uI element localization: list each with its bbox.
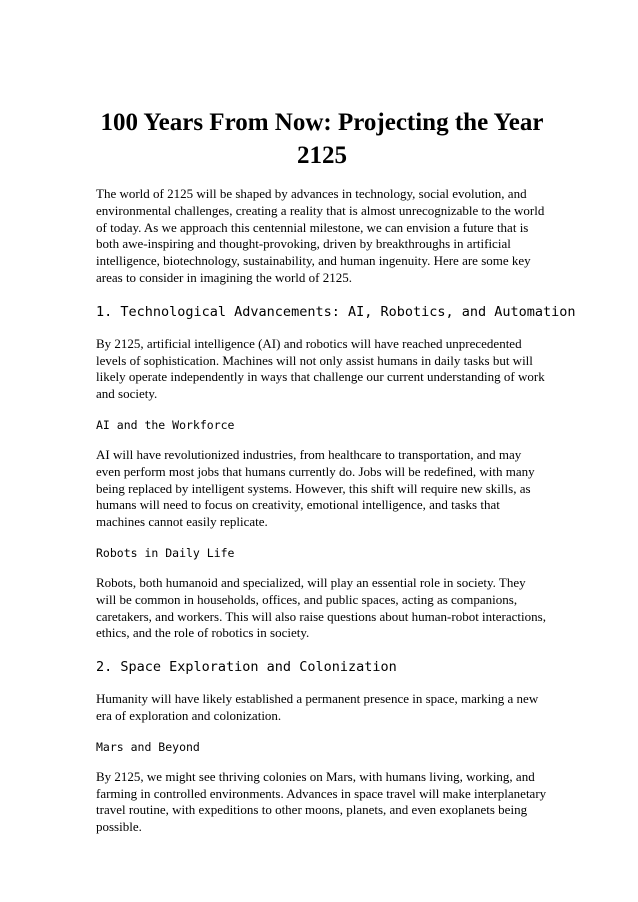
paragraph-mars-beyond: By 2125, we might see thriving colonies on Mars, with humans living, working, and farming in controlled environments. Advances in space travel will make interplanetary travel routine, with expeditions to other moons, planets, and even exoplanets being possible.: [96, 768, 547, 835]
section-heading-technology: 1. Technological Advancements: AI, Robotics, and Automation: [96, 303, 576, 320]
subheading-robots-daily-life: Robots in Daily Life: [96, 545, 235, 560]
paragraph-robots-daily-life: Robots, both humanoid and specialized, will play an essential role in society. They will be common in households, offices, and public spaces, acting as companions, caretakers, and workers. This will also raise questions about human-robot interactions, ethics, and the role of robotics in society.: [96, 574, 546, 641]
paragraph-ai-workforce: AI will have revolutionized industries, from healthcare to transportation, and may even perform most jobs that humans currently do. Jobs will be redefined, with many being replaced by intelligent systems. However, this shift will require new skills, as humans will need to focus on creativity, emotional intelligence, and tasks that machines cannot easily replicate.: [96, 446, 535, 530]
document-content: [96, 106, 576, 850]
section-paragraph-space: Humanity will have likely established a permanent presence in space, marking a new era of exploration and colonization.: [96, 691, 539, 723]
subheading-ai-workforce: AI and the Workforce: [96, 417, 235, 432]
document-title: 100 Years From Now: Projecting the Year 2125: [100, 109, 544, 169]
intro-paragraph: The world of 2125 will be shaped by advances in technology, social evolution, and environmental challenges, creating a reality that is almost unrecognizable to the world of today. As we approach this centennial milestone, we can envision a future that is both awe-inspiring and thought-provoking, driven by breakthroughs in artificial intelligence, biotechnology, sustainability, and human ingenuity. Here are some key areas to consider in imagining the world of 2125.: [96, 186, 545, 285]
subheading-mars-beyond: Mars and Beyond: [96, 739, 200, 754]
section-heading-space: 2. Space Exploration and Colonization: [96, 659, 397, 676]
section-paragraph-technology: By 2125, artificial intelligence (AI) and robotics will have reached unprecedented levels of sophistication. Machines will not only assist humans in daily tasks but will likely operate independently in ways that challenge our current understanding of work and society.: [96, 335, 545, 402]
